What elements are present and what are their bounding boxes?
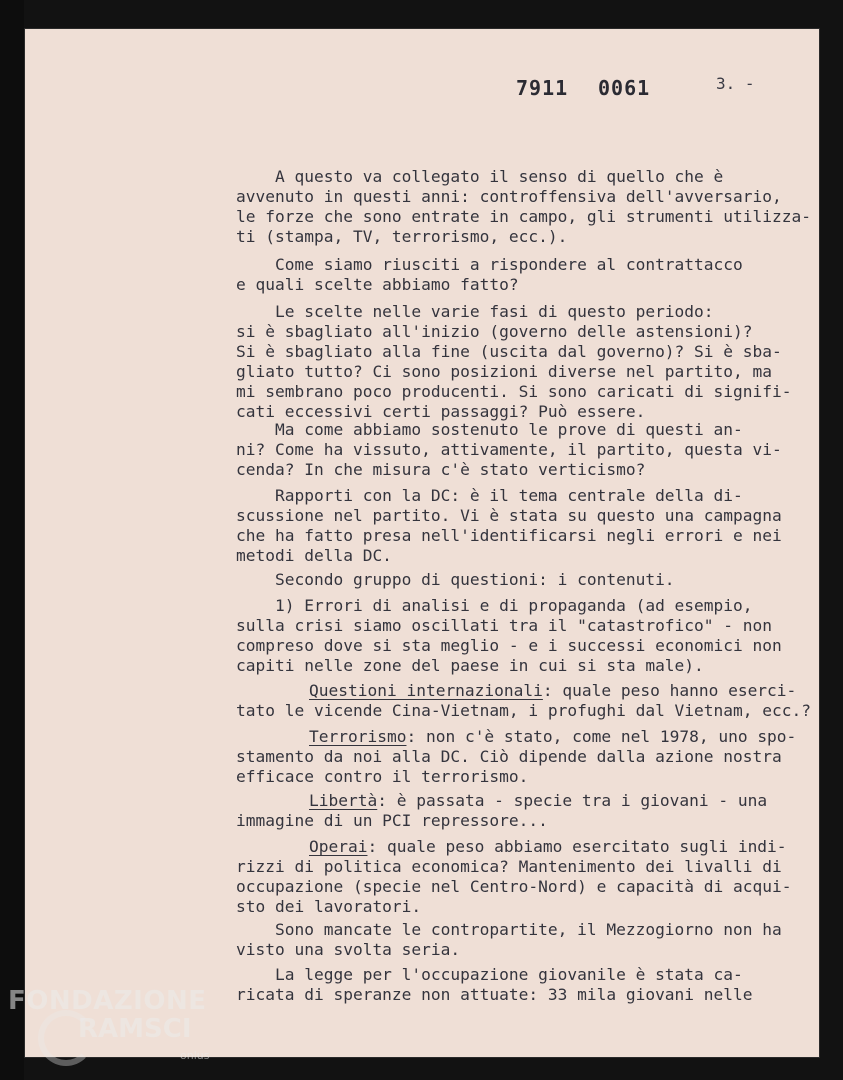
text-line: cati eccessivi certi passaggi? Può essere. (236, 402, 646, 421)
text-line: Le scelte nelle varie fasi di questo periodo: (236, 302, 714, 321)
section-heading-terrorismo: Terrorismo (309, 727, 407, 746)
section-first-line (309, 681, 796, 701)
text-line: metodi della DC. (236, 546, 392, 565)
text-line: efficace contro il terrorismo. (236, 767, 529, 786)
text-line: occupazione (specie nel Centro-Nord) e capacità di acqui- (236, 877, 792, 896)
left-dark-margin (0, 0, 24, 1080)
section-text: : quale peso abbiamo esercitato sugli indi- (367, 837, 787, 856)
text-line: compreso dove si sta meglio - e i successi economici non (236, 636, 782, 655)
text-line: immagine di un PCI repressore... (236, 811, 548, 830)
text-line: La legge per l'occupazione giovanile è stata ca- (236, 965, 743, 984)
text-line: avvenuto in questi anni: controffensiva dell'avversario, (236, 187, 782, 206)
section-first-line (309, 837, 787, 857)
text-line: che ha fatto presa nell'identificarsi negli errori e nei (236, 526, 782, 545)
text-line: Rapporti con la DC: è il tema centrale della di- (236, 486, 743, 505)
section-text: : non c'è stato, come nel 1978, uno spo- (406, 727, 797, 746)
text-line: gliato tutto? Ci sono posizioni diverse nel partito, ma (236, 362, 773, 381)
text-line: rizzi di politica economica? Mantenimento dei livalli di (236, 857, 782, 876)
text-line: Secondo gruppo di questioni: i contenuti. (236, 570, 675, 589)
section-heading-operai: Operai (309, 837, 368, 856)
page-number: 3. - (716, 74, 755, 93)
text-line: le forze che sono entrate in campo, gli strumenti utilizza- (236, 207, 811, 226)
text-line: Sono mancate le contropartite, il Mezzogiorno non ha (236, 920, 782, 939)
text-line: capiti nelle zone del paese in cui si sta male). (236, 656, 704, 675)
text-line: si è sbagliato all'inizio (governo delle astensioni)? (236, 322, 753, 341)
section-first-line (309, 727, 796, 747)
text-line: Si è sbagliato alla fine (uscita dal governo)? Si è sba- (236, 342, 782, 361)
text-line: ricata di speranze non attuate: 33 mila giovani nelle (236, 985, 753, 1004)
text-line: sulla crisi siamo oscillati tra il "catastrofico" - non (236, 616, 773, 635)
section-text: : è passata - specie tra i giovani - una (377, 791, 768, 810)
text-line: sto dei lavoratori. (236, 897, 422, 916)
text-line: 1) Errori di analisi e di propaganda (ad esempio, (236, 596, 753, 615)
watermark-line-1: FONDAZIONE (8, 986, 207, 1016)
text-line: visto una svolta seria. (236, 940, 461, 959)
text-line: e quali scelte abbiamo fatto? (236, 275, 519, 294)
fondazione-gramsci-watermark (8, 986, 210, 1062)
watermark-line-2: RAMSCI (78, 1014, 192, 1044)
section-text: : quale peso hanno eserci- (542, 681, 797, 700)
archive-code-1: 7911 (516, 76, 569, 100)
text-line: mi sembrano poco producenti. Si sono caricati di signifi- (236, 382, 792, 401)
text-line: Ma come abbiamo sostenuto le prove di questi an- (236, 420, 743, 439)
text-line: A questo va collegato il senso di quello che è (236, 167, 724, 186)
text-line: ti (stampa, TV, terrorismo, ecc.). (236, 227, 568, 246)
text-line: tato le vicende Cina-Vietnam, i profughi dal Vietnam, ecc.? (236, 701, 811, 720)
watermark-line-3: onlus (180, 1049, 210, 1062)
text-line: cenda? In che misura c'è stato verticismo? (236, 460, 646, 479)
text-line: ni? Come ha vissuto, attivamente, il partito, questa vi- (236, 440, 782, 459)
section-heading-internazionali: Questioni internazionali (309, 681, 543, 700)
section-first-line (309, 791, 767, 811)
text-line: scussione nel partito. Vi è stata su questo una campagna (236, 506, 782, 525)
text-line: stamento da noi alla DC. Ciò dipende dalla azione nostra (236, 747, 782, 766)
text-line: Come siamo riusciti a rispondere al contrattacco (236, 255, 743, 274)
section-heading-liberta: Libertà (309, 791, 378, 810)
archive-code-2: 0061 (598, 76, 651, 100)
